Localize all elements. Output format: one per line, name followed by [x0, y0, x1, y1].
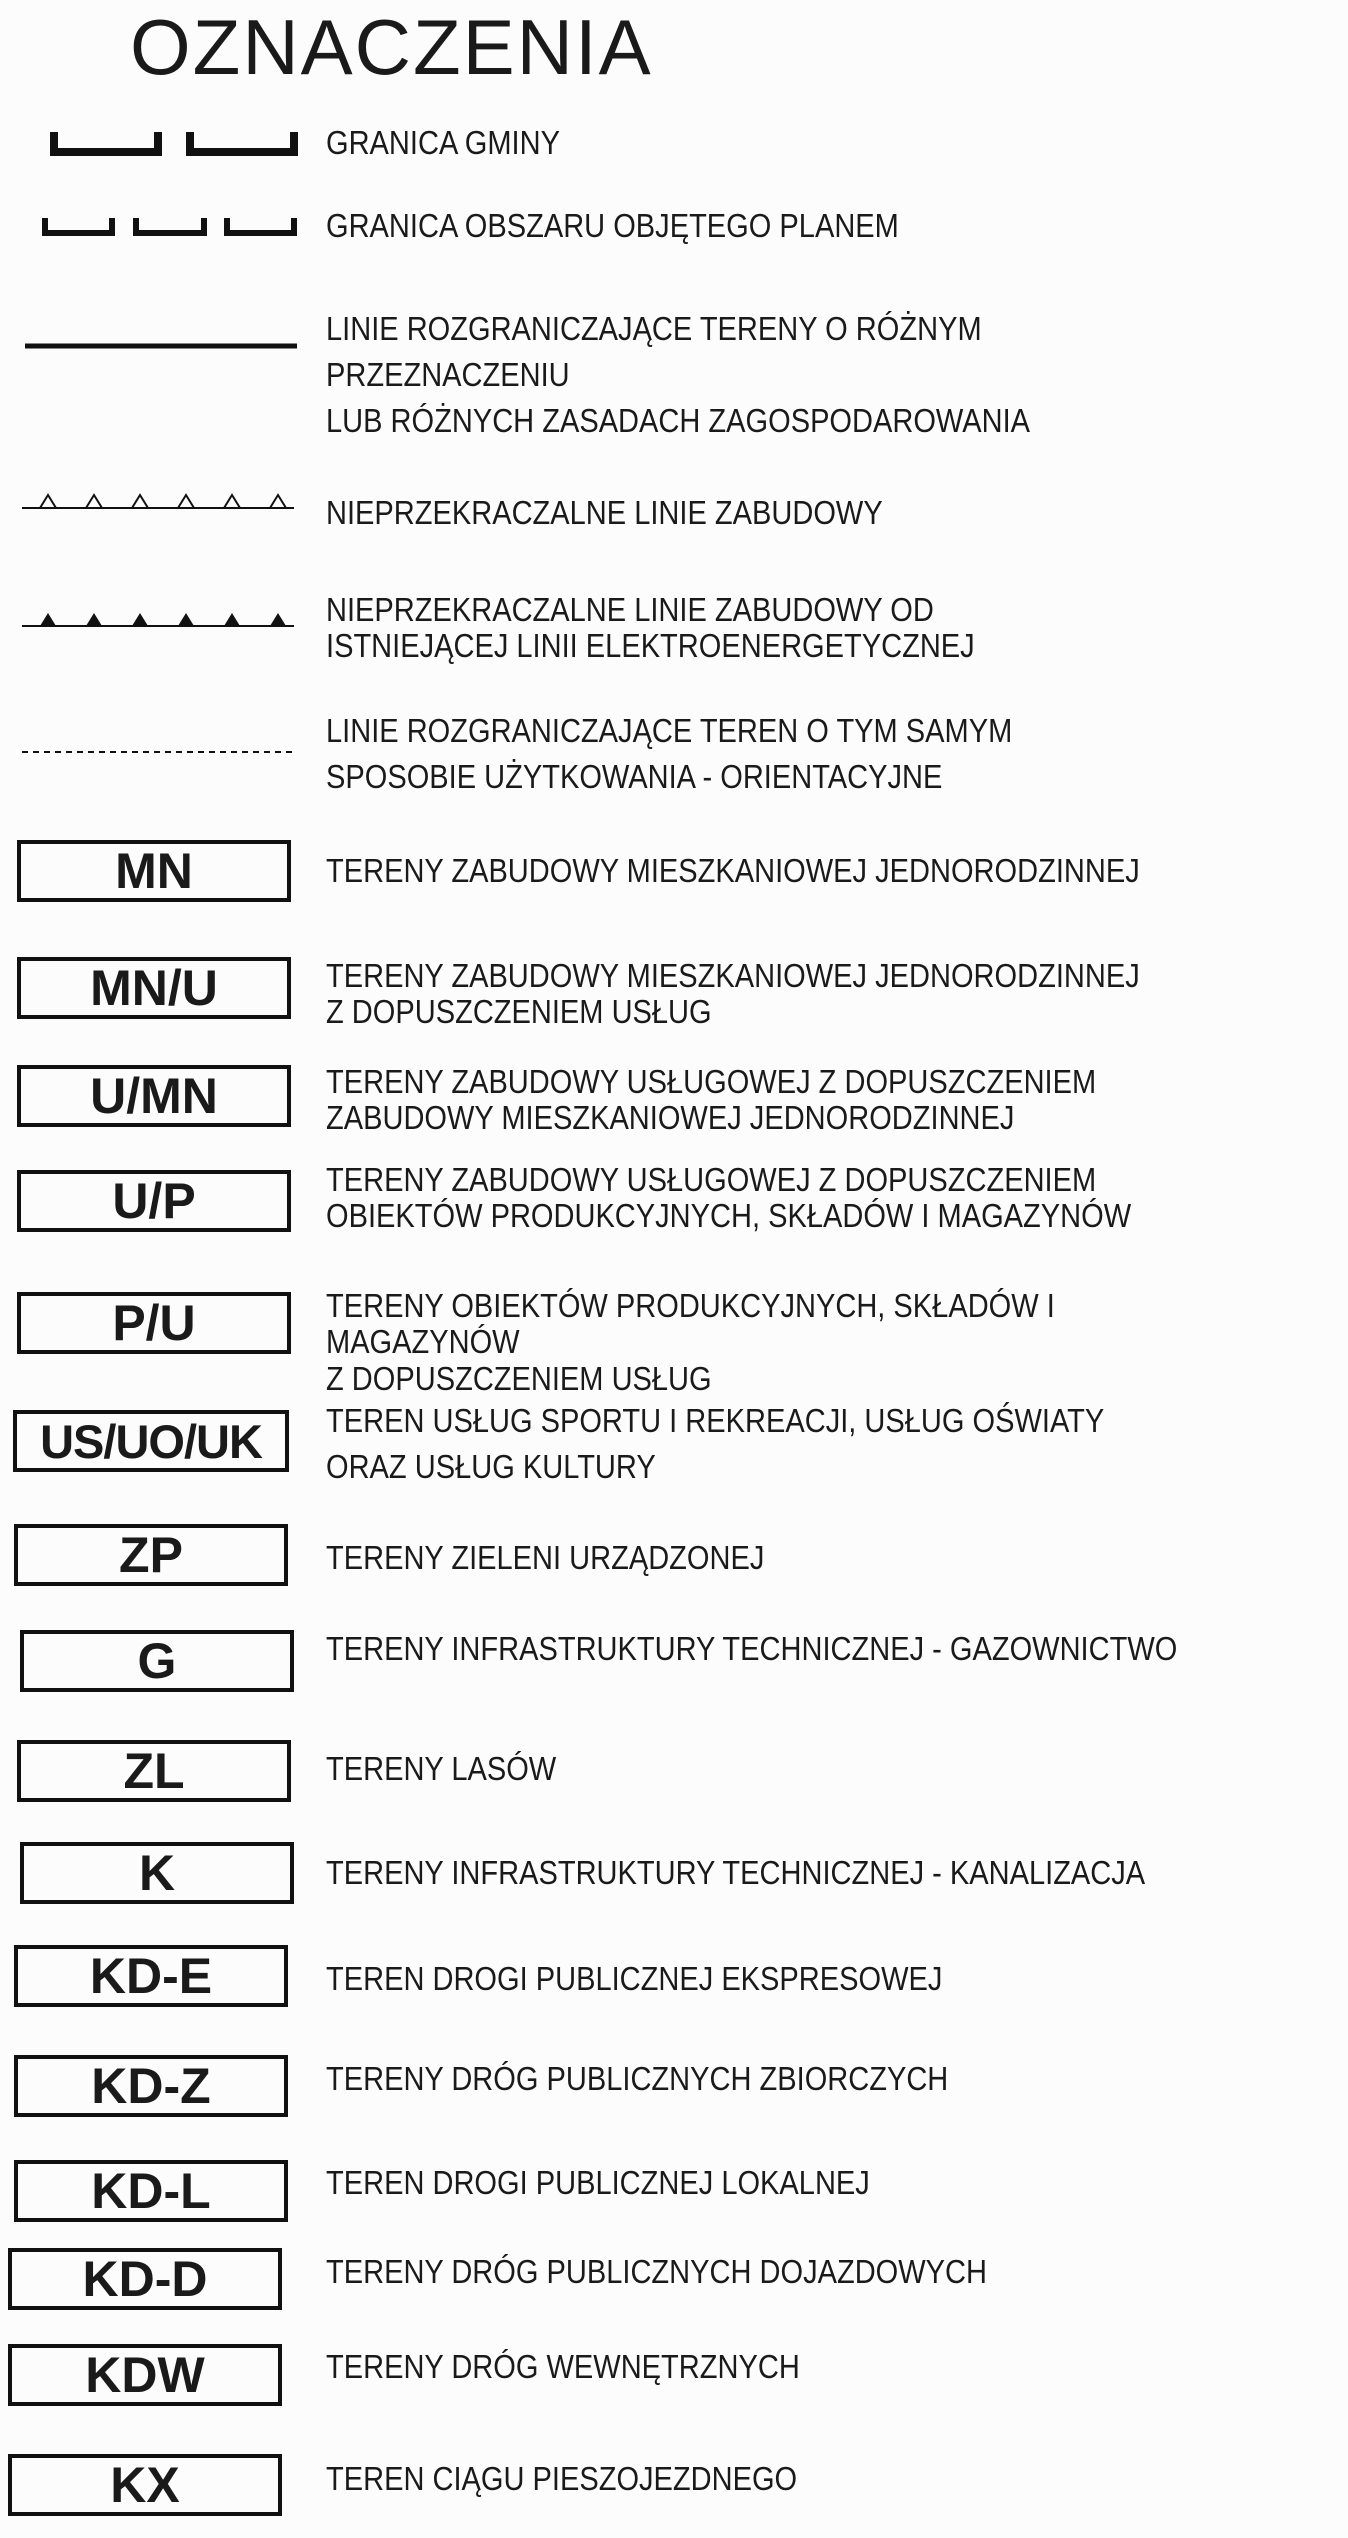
gmina-boundary-symbol: [50, 128, 300, 158]
zone-code-kdw: KDW: [8, 2344, 282, 2406]
zone-code-zl: ZL: [17, 1740, 291, 1802]
zone-label-g: TERENY INFRASTRUKTURY TECHNICZNEJ - GAZOWNICTWO: [326, 1630, 1178, 1667]
zone-code-kd-l: KD-L: [14, 2160, 288, 2222]
legend-label-gmina-boundary: GRANICA GMINY: [326, 124, 560, 161]
zone-code-u-p: U/P: [17, 1170, 291, 1232]
zone-code-u-mn: U/MN: [17, 1065, 291, 1127]
zone-label-mn-u: TERENY ZABUDOWY MIESZKANIOWEJ JEDNORODZINNEJ Z DOPUSZCZENIEM USŁUG: [326, 957, 1140, 1031]
zone-code-kd-z: KD-Z: [14, 2055, 288, 2117]
zone-label-kd-d: TERENY DRÓG PUBLICZNYCH DOJAZDOWYCH: [326, 2253, 987, 2290]
zone-label-kx: TEREN CIĄGU PIESZOJEZDNEGO: [326, 2460, 798, 2497]
zone-code-mn: MN: [17, 840, 291, 902]
legend-label-open-triangle-line: NIEPRZEKRACZALNE LINIE ZABUDOWY: [326, 494, 883, 531]
filled-triangle-line-symbol: [22, 606, 300, 632]
plan-area-boundary-symbol: [42, 212, 302, 242]
zone-label-k: TERENY INFRASTRUKTURY TECHNICZNEJ - KANALIZACJA: [326, 1854, 1146, 1891]
dashed-line-symbol: [22, 748, 300, 756]
zone-label-kd-z: TERENY DRÓG PUBLICZNYCH ZBIORCZYCH: [326, 2060, 949, 2097]
zone-code-us-uo-uk: US/UO/UK: [13, 1410, 289, 1472]
solid-line-symbol: [25, 340, 300, 352]
zone-code-mn-u: MN/U: [17, 957, 291, 1019]
legend-title: OZNACZENIA: [130, 3, 653, 91]
zone-code-p-u: P/U: [17, 1292, 291, 1354]
zone-code-kd-e: KD-E: [14, 1945, 288, 2007]
zone-code-kd-d: KD-D: [8, 2248, 282, 2310]
zone-label-kdw: TERENY DRÓG WEWNĘTRZNYCH: [326, 2348, 800, 2385]
zone-label-u-mn: TERENY ZABUDOWY USŁUGOWEJ Z DOPUSZCZENIEM ZABUDOWY MIESZKANIOWEJ JEDNORODZINNEJ: [326, 1063, 1097, 1137]
zone-label-p-u: TERENY OBIEKTÓW PRODUKCYJNYCH, SKŁADÓW I MAGAZYNÓW Z DOPUSZCZENIEM USŁUG: [326, 1287, 1055, 1397]
zone-label-mn: TERENY ZABUDOWY MIESZKANIOWEJ JEDNORODZINNEJ: [326, 852, 1140, 889]
legend-label-plan-area-boundary: GRANICA OBSZARU OBJĘTEGO PLANEM: [326, 207, 899, 244]
zone-code-zp: ZP: [14, 1524, 288, 1586]
zone-label-zp: TERENY ZIELENI URZĄDZONEJ: [326, 1539, 765, 1576]
zone-code-kx: KX: [8, 2454, 282, 2516]
zone-label-zl: TERENY LASÓW: [326, 1750, 557, 1787]
legend-label-filled-triangle-line: NIEPRZEKRACZALNE LINIE ZABUDOWY OD ISTNIEJĄCEJ LINII ELEKTROENERGETYCZNEJ: [326, 591, 975, 665]
zone-label-us-uo-uk: TEREN USŁUG SPORTU I REKREACJI, USŁUG OŚWIATY ORAZ USŁUG KULTURY: [326, 1402, 1105, 1486]
zone-label-u-p: TERENY ZABUDOWY USŁUGOWEJ Z DOPUSZCZENIEM OBIEKTÓW PRODUKCYJNYCH, SKŁADÓW I MAGAZYNÓW: [326, 1161, 1132, 1235]
legend-label-solid-line: LINIE ROZGRANICZAJĄCE TERENY O RÓŻNYM PRZEZNACZENIU LUB RÓŻNYCH ZASADACH ZAGOSPODAROWANIA: [326, 310, 1031, 440]
legend-label-dashed-line: LINIE ROZGRANICZAJĄCE TEREN O TYM SAMYM SPOSOBIE UŻYTKOWANIA - ORIENTACYJNE: [326, 712, 1013, 796]
zone-code-k: K: [20, 1842, 294, 1904]
zone-label-kd-e: TEREN DROGI PUBLICZNEJ EKSPRESOWEJ: [326, 1960, 943, 1997]
open-triangle-line-symbol: [22, 488, 300, 514]
zone-label-kd-l: TEREN DROGI PUBLICZNEJ LOKALNEJ: [326, 2164, 870, 2201]
zone-code-g: G: [20, 1630, 294, 1692]
